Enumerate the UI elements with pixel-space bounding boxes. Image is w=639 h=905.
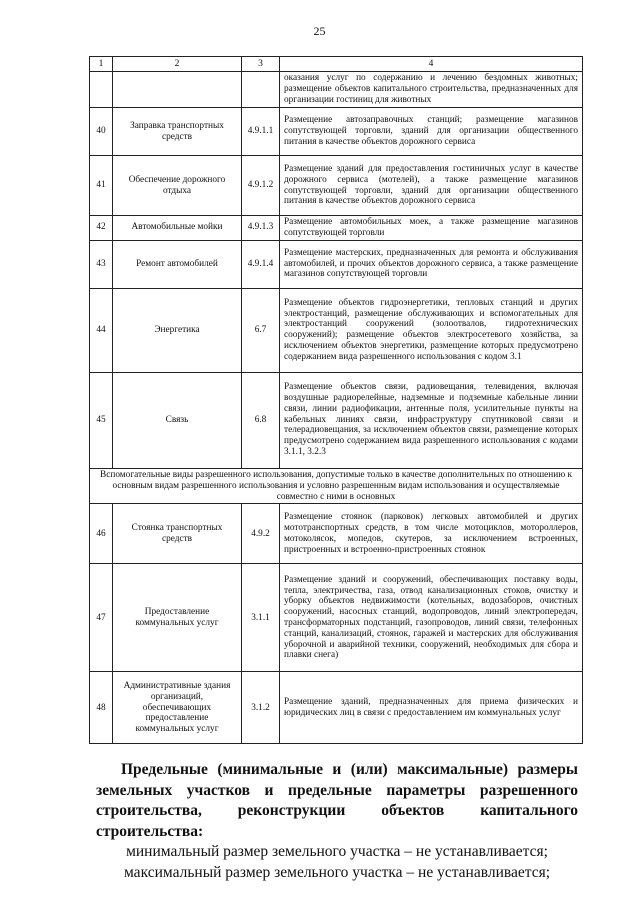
table-row	[90, 108, 583, 156]
min-plot-size-line: минимальный размер земельного участка – не устанавливается;	[126, 843, 548, 861]
use-type-description: Размещение стоянок (парковок) легковых автомобилей и других мототранспортных средств, в том числе мотоциклов, мотороллеров, мотоколясок, мопедов, скутеров, за исключением встроенных, пристроенных и встроенно-пристроенных стоянок	[280, 504, 583, 564]
column-header-2: 2	[113, 57, 242, 72]
use-type-code: 4.9.2	[242, 504, 280, 564]
table-row	[90, 156, 583, 216]
limits-section	[96, 760, 578, 884]
use-type-name: Энергетика	[113, 288, 242, 372]
row-number: 41	[90, 156, 113, 216]
use-type-description: оказания услуг по содержанию и лечению бездомных животных; размещение объектов капитального строительства, предназначенных для организации гостиниц для животных	[280, 72, 583, 108]
use-type-description: Размещение мастерских, предназначенных для ремонта и обслуживания автомобилей, и прочих объектов дорожного сервиса, а также размещение магазинов сопутствующей торговли	[280, 240, 583, 288]
row-number: 43	[90, 240, 113, 288]
use-type-name	[113, 72, 242, 108]
use-type-code: 3.1.1	[242, 564, 280, 672]
use-type-description: Размещение зданий и сооружений, обеспечивающих поставку воды, тепла, электричества, газа, отвод канализационных стоков, очистку и уборку объектов недвижимости (котельных, водозаборов, очистных сооружений, насосных станций, водопроводов, линий электропередач, трансформаторных подстанций, газопроводов, линий связи, телефонных станций, канализаций, стоянок, гаражей и мастерских для обслуживания уборочной и аварийной техники, сооружений, необходимых для сбора и плавки снега)	[280, 564, 583, 672]
use-type-name: Предоставление коммунальных услуг	[113, 564, 242, 672]
max-plot-size-line: максимальный размер земельного участка – не устанавливается;	[123, 864, 551, 882]
column-header-4: 4	[280, 57, 583, 72]
use-type-code: 4.9.1.1	[242, 108, 280, 156]
use-type-code: 6.7	[242, 288, 280, 372]
use-type-name: Связь	[113, 372, 242, 468]
use-type-name: Обеспечение дорожного отдыха	[113, 156, 242, 216]
use-type-name: Заправка транспортных средств	[113, 108, 242, 156]
row-number: 45	[90, 372, 113, 468]
row-number: 42	[90, 216, 113, 241]
use-type-code: 4.9.1.4	[242, 240, 280, 288]
table-row	[90, 288, 583, 372]
use-type-code: 3.1.2	[242, 672, 280, 744]
page-number: 25	[313, 24, 326, 38]
row-number: 40	[90, 108, 113, 156]
column-header-1: 1	[90, 57, 113, 72]
table-header-row	[90, 57, 583, 72]
use-type-code	[242, 72, 280, 108]
table-row	[90, 240, 583, 288]
use-type-description: Размещение автомобильных моек, а также размещение магазинов сопутствующей торговли	[280, 216, 583, 241]
row-number: 48	[90, 672, 113, 744]
row-number: 44	[90, 288, 113, 372]
land-use-table	[89, 56, 583, 744]
limits-heading: Предельные (минимальные и (или) максимальные) размеры земельных участков и предельные параметры разрешенного строительства, реконструкции объектов капитального строительства:	[96, 761, 578, 840]
use-type-description: Размещение автозаправочных станций; размещение магазинов сопутствующей торговли, зданий для организации общественного питания в качестве объектов дорожного сервиса	[280, 108, 583, 156]
use-type-code: 6.8	[242, 372, 280, 468]
use-type-name: Автомобильные мойки	[113, 216, 242, 241]
use-type-code: 4.9.1.3	[242, 216, 280, 241]
use-type-description: Размещение объектов связи, радиовещания, телевидения, включая воздушные радиорелейные, надземные и подземные кабельные линии связи, линии радиофикации, антенные поля, усилительные пункты на кабельных линиях связи, инфраструктуру спутниковой связи и телерадиовещания, за исключением объектов связи, размещение которых предусмотрено содержанием вида разрешенного использования с кодами 3.1.1, 3.2.3	[280, 372, 583, 468]
use-type-description: Размещение зданий, предназначенных для приема физических и юридических лиц в связи с предоставлением им коммунальных услуг	[280, 672, 583, 744]
row-number: 47	[90, 564, 113, 672]
use-type-description: Размещение зданий для предоставления гостиничных услуг в качестве дорожного сервиса (мотелей), а также размещение магазинов сопутствующей торговли, зданий для организации общественного питания в качестве объектов дорожного сервиса	[280, 156, 583, 216]
use-type-description: Размещение объектов гидроэнергетики, тепловых станций и других электростанций, размещение обслуживающих и вспомогательных для электростанций сооружений (золоотвалов, гидротехнических сооружений); размещение объектов электросетевого хозяйства, за исключением объектов энергетики, размещение которых предусмотрено содержанием вида разрешенного использования с кодом 3.1	[280, 288, 583, 372]
use-type-name: Стоянка транспортных средств	[113, 504, 242, 564]
table-row	[90, 72, 583, 108]
table-row	[90, 372, 583, 468]
row-number	[90, 72, 113, 108]
column-header-3: 3	[242, 57, 280, 72]
row-number: 46	[90, 504, 113, 564]
table-row	[90, 564, 583, 672]
use-type-code: 4.9.1.2	[242, 156, 280, 216]
section-title: Вспомогательные виды разрешенного использования, допустимые только в качестве дополнительных по отношению к основным видам разрешенного использования и условно разрешенным видам использования и осуществляемые совместно с ними в основных	[90, 468, 583, 504]
table-row	[90, 672, 583, 744]
table-row	[90, 504, 583, 564]
use-type-name: Административные здания организаций, обеспечивающих предоставление коммунальных услуг	[113, 672, 242, 744]
use-type-name: Ремонт автомобилей	[113, 240, 242, 288]
table-row	[90, 216, 583, 241]
section-header-row	[90, 468, 583, 504]
